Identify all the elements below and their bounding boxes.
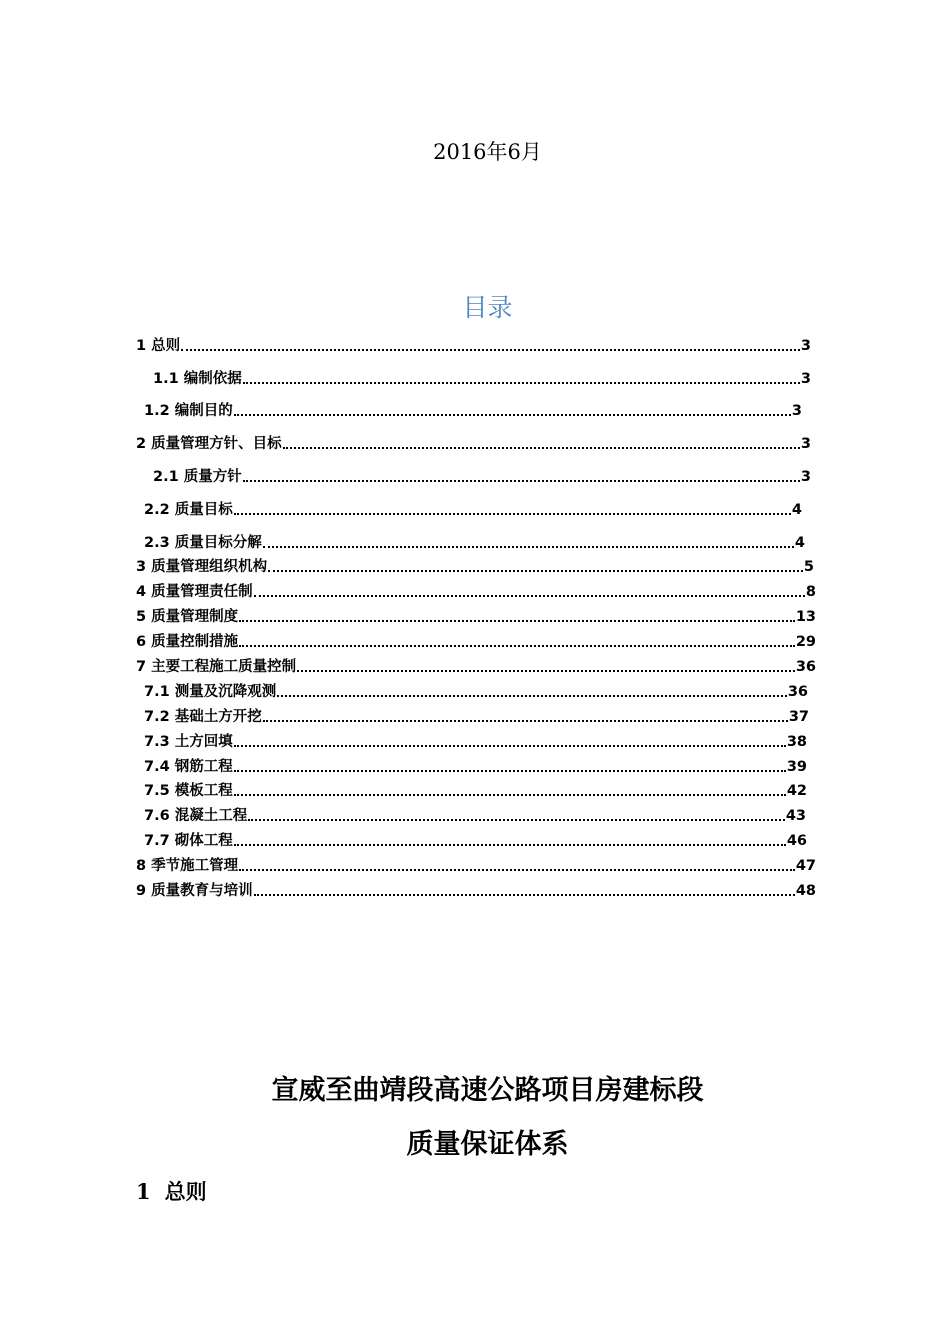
toc-entry-page: 4 — [794, 535, 805, 551]
toc-leader — [234, 785, 786, 796]
toc-entry[interactable] — [144, 831, 807, 851]
toc-entry-label: 1.2 编制目的 — [144, 403, 233, 419]
toc-leader — [248, 810, 785, 821]
toc-entry[interactable] — [136, 881, 816, 901]
toc-entry[interactable] — [136, 557, 814, 577]
toc-entry[interactable] — [153, 369, 811, 389]
toc-entry[interactable] — [144, 401, 802, 421]
toc-entry-page: 4 — [791, 502, 802, 518]
toc-leader — [254, 885, 795, 896]
toc-entry-page: 36 — [787, 684, 808, 700]
toc-entry[interactable] — [136, 657, 816, 677]
toc-entry-label: 7.2 基础土方开挖 — [144, 709, 262, 725]
toc-entry-label: 2 质量管理方针、目标 — [136, 436, 282, 452]
toc-entry[interactable] — [144, 732, 807, 752]
toc-entry-page: 42 — [786, 783, 807, 799]
toc-leader — [234, 405, 791, 416]
toc-entry[interactable] — [144, 707, 809, 727]
toc-entry-label: 2.1 质量方针 — [153, 469, 242, 485]
toc-entry[interactable] — [136, 582, 816, 602]
toc-entry[interactable] — [153, 467, 811, 487]
toc-entry-label: 4 质量管理责任制 — [136, 584, 253, 600]
toc-leader — [234, 504, 791, 515]
toc-entry-label: 6 质量控制措施 — [136, 634, 239, 650]
toc-leader — [239, 611, 795, 622]
toc-entry[interactable] — [144, 757, 807, 777]
toc-entry-page: 48 — [795, 883, 816, 899]
toc-leader — [234, 835, 786, 846]
toc-entry-page: 47 — [795, 858, 816, 874]
toc-entry-page: 3 — [791, 403, 802, 419]
toc-entry-label: 7.6 混凝土工程 — [144, 808, 248, 824]
toc-entry-page: 29 — [795, 634, 816, 650]
toc-entry-label: 7.4 钢筋工程 — [144, 759, 233, 775]
toc-leader — [283, 438, 800, 449]
toc-entry-label: 7.3 土方回填 — [144, 734, 233, 750]
document-subtitle: 质量保证体系 — [406, 1129, 569, 1160]
toc-entry-page: 38 — [786, 734, 807, 750]
section-title: 总则 — [164, 1179, 207, 1204]
toc-entry[interactable] — [144, 533, 805, 553]
toc-entry[interactable] — [136, 336, 811, 356]
toc-entry[interactable] — [136, 607, 816, 627]
toc-leader — [181, 340, 800, 351]
toc-entry[interactable] — [136, 632, 816, 652]
toc-entry-page: 13 — [795, 609, 816, 625]
toc-leader — [263, 537, 794, 548]
toc-leader — [239, 860, 795, 871]
toc-entry[interactable] — [136, 856, 816, 876]
toc-entry-label: 7.5 模板工程 — [144, 783, 233, 799]
toc-entry-page: 39 — [786, 759, 807, 775]
toc-entry[interactable] — [144, 781, 807, 801]
toc-leader — [243, 471, 800, 482]
toc-leader — [234, 736, 786, 747]
toc-leader — [263, 711, 788, 722]
section-number: 1 — [136, 1179, 151, 1204]
toc-entry-page: 36 — [795, 659, 816, 675]
toc-heading: 目录 — [462, 293, 513, 322]
toc-entry-label: 9 质量教育与培训 — [136, 883, 253, 899]
toc-entry[interactable] — [144, 682, 808, 702]
document-title: 宣威至曲靖段高速公路项目房建标段 — [271, 1075, 704, 1106]
toc-entry-page: 8 — [805, 584, 816, 600]
toc-entry-label: 3 质量管理组织机构 — [136, 559, 268, 575]
toc-entry-page: 3 — [800, 338, 811, 354]
toc-entry-page: 3 — [800, 371, 811, 387]
toc-entry-label: 2.3 质量目标分解 — [144, 535, 262, 551]
toc-entry-label: 7.7 砌体工程 — [144, 833, 233, 849]
toc-entry-page: 3 — [800, 469, 811, 485]
toc-entry-label: 5 质量管理制度 — [136, 609, 239, 625]
toc-entry-label: 1.1 编制依据 — [153, 371, 242, 387]
toc-leader — [243, 373, 800, 384]
toc-entry-page: 5 — [803, 559, 814, 575]
toc-leader — [297, 661, 795, 672]
toc-leader — [234, 761, 786, 772]
toc-entry-label: 7 主要工程施工质量控制 — [136, 659, 297, 675]
toc-entry-page: 43 — [785, 808, 806, 824]
toc-entry-label: 1 总则 — [136, 338, 181, 354]
toc-leader — [239, 636, 795, 647]
toc-entry-label: 8 季节施工管理 — [136, 858, 239, 874]
toc-entry-page: 46 — [786, 833, 807, 849]
toc-entry-label: 7.1 测量及沉降观测 — [144, 684, 277, 700]
toc-entry-page: 3 — [800, 436, 811, 452]
toc-leader — [254, 586, 805, 597]
toc-leader — [277, 686, 787, 697]
toc-entry[interactable] — [144, 806, 806, 826]
toc-entry-page: 37 — [788, 709, 809, 725]
toc-entry[interactable] — [144, 500, 802, 520]
toc-entry-label: 2.2 质量目标 — [144, 502, 233, 518]
toc-leader — [268, 561, 803, 572]
document-date: 2016年6月 — [433, 140, 542, 164]
toc-entry[interactable] — [136, 434, 811, 454]
section-heading — [136, 1176, 207, 1206]
